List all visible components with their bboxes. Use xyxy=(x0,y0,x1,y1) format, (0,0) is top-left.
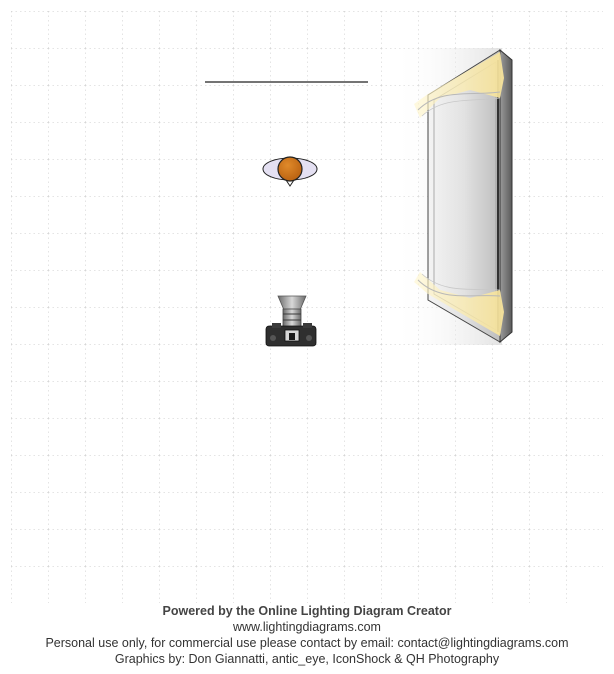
footer xyxy=(0,603,614,667)
subject-head xyxy=(278,157,302,181)
footer-powered-by: Powered by the Online Lighting Diagram Creator xyxy=(162,604,452,618)
camera-lens xyxy=(283,309,301,327)
reflector-side-face xyxy=(500,50,512,342)
grid-background xyxy=(11,11,603,603)
footer-license-note: Personal use only, for commercial use please contact by email: contact@lightingdiagrams.com xyxy=(45,636,569,650)
footer-credits: Graphics by: Don Giannatti, antic_eye, IconShock & QH Photography xyxy=(114,652,500,666)
footer-website[interactable]: www.lightingdiagrams.com xyxy=(233,620,381,634)
reflector-panel[interactable] xyxy=(392,48,512,345)
